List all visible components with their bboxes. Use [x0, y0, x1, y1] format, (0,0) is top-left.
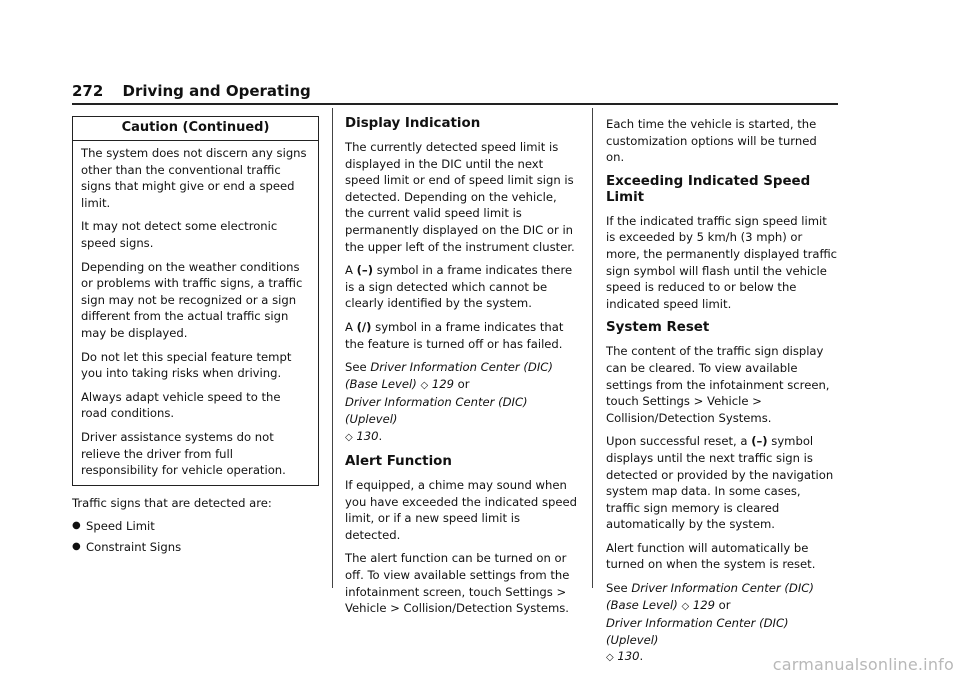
text: A — [345, 263, 357, 278]
dic-base-level-link[interactable]: Driver Information Center (DIC) (Base Level) — [345, 360, 553, 391]
caution-paragraph: Always adapt vehicle speed to the road conditions. — [81, 389, 281, 421]
alert-settings-paragraph: The alert function can be turned on or off. To view available settings from the infotainment screen, touch Settings > Vehicle > Collision/Detection Systems. — [345, 551, 570, 616]
dic-uplevel-link[interactable]: Driver Information Center (DIC) (Uplevel) — [345, 395, 528, 426]
page-link-130[interactable]: 130 — [356, 428, 379, 443]
dic-uplevel-link[interactable]: Driver Information Center (DIC) (Uplevel) — [606, 616, 789, 647]
column-1 — [72, 116, 319, 559]
caution-paragraph: It may not detect some electronic speed signs. — [81, 219, 278, 250]
list-item-text: Speed Limit — [86, 519, 155, 534]
column-3 — [606, 116, 838, 674]
caution-paragraph: The system does not discern any signs other than the conventional traffic signs that might give or end a speed limit. — [81, 146, 307, 210]
text: See — [606, 581, 632, 596]
list-item — [72, 518, 319, 535]
page-header — [72, 82, 838, 105]
caution-paragraph: Depending on the weather conditions or problems with traffic signs, a traffic sign may not be recognized or a sign different from the actual traffic sign may be displayed. — [81, 259, 303, 340]
text: symbol in a frame indicates there is a sign detected which cannot be clearly identified by the system. — [345, 263, 573, 311]
page-reference-arrow-icon: ◇ — [681, 600, 690, 612]
feature-off-paragraph — [345, 319, 577, 352]
heading-alert-function: Alert Function — [345, 454, 452, 470]
customization-paragraph: Each time the vehicle is started, the customization options will be turned on. — [606, 117, 817, 165]
see-reference-paragraph: See Driver Information Center (DIC) (Base Level) ◇ 129 or Driver Information Center (DIC) (Uplevel) ◇ 130. — [345, 360, 553, 443]
caution-box — [72, 116, 319, 486]
list-item-text: Constraint Signs — [86, 539, 182, 554]
page-reference-arrow-icon: ◇ — [345, 431, 353, 443]
heading-exceeding-speed-limit: Exceeding Indicated Speed Limit — [606, 173, 811, 205]
dash-symbol: (–) — [356, 263, 374, 278]
reset-alert-paragraph: Alert function will automatically be turned on when the system is reset. — [606, 540, 816, 572]
caution-paragraph: Do not let this special feature tempt you into taking risks when driving. — [81, 349, 292, 381]
column-divider — [592, 108, 593, 588]
column-divider — [332, 108, 333, 588]
caution-body — [73, 141, 318, 485]
caution-paragraph: Driver assistance systems do not relieve the driver from full responsibility for vehicle operation. — [81, 429, 286, 478]
text: symbol in a frame indicates that the feature is turned off or has failed. — [345, 319, 564, 351]
page-link-130[interactable]: 130 — [617, 649, 640, 664]
bullet-icon: ● — [72, 540, 81, 552]
page-link-129[interactable]: 129 — [692, 597, 715, 612]
page-link-129[interactable]: 129 — [431, 376, 454, 391]
watermark-text: carmanualsonline.info — [772, 655, 954, 674]
reset-symbol-paragraph — [606, 433, 838, 533]
reset-paragraph: The content of the traffic sign display can be cleared. To view available settings from the infotainment screen, touch Settings > Vehicle > Collision/Detection Systems. — [606, 344, 830, 425]
detected-signs-list — [72, 518, 319, 555]
detected-signs-intro: Traffic signs that are detected are: — [72, 495, 272, 510]
list-item — [72, 539, 319, 556]
column-2 — [345, 116, 577, 624]
heading-system-reset: System Reset — [606, 320, 710, 336]
bullet-icon: ● — [72, 520, 81, 532]
dash-symbol: (–) — [751, 434, 768, 449]
text: See — [345, 360, 371, 375]
display-paragraph: The currently detected speed limit is displayed in the DIC until the next speed limit or end of speed limit sign is detected. Depending on the vehicle, the current valid speed limit is permanently displayed on the DIC or in the upper left of the instrument cluster. — [345, 140, 575, 254]
text: or — [715, 597, 731, 612]
text: symbol displays until the next traffic sign is detected or provided by the navigation system map data. In some cases, traffic sign memory is cleared automatically by the system. — [606, 434, 834, 532]
caution-title: Caution (Continued) — [73, 117, 318, 141]
slash-symbol: (/) — [356, 319, 372, 334]
see-reference-paragraph: See Driver Information Center (DIC) (Base Level) ◇ 129 or Driver Information Center (DIC) (Uplevel) ◇ 130. — [606, 581, 814, 664]
dic-base-level-link[interactable]: Driver Information Center (DIC) (Base Level) — [606, 581, 814, 612]
page-number: 272 — [72, 82, 104, 100]
text: Upon successful reset, a — [606, 434, 752, 449]
alert-paragraph: If equipped, a chime may sound when you have exceeded the indicated speed limit, or if a new speed limit is detected. — [345, 478, 577, 542]
exceeding-paragraph: If the indicated traffic sign speed limit is exceeded by 5 km/h (3 mph) or more, the permanently displayed traffic sign symbol will flash until the vehicle speed is reduced to or below the indicated speed limit. — [606, 213, 838, 311]
section-title: Driving and Operating — [122, 82, 311, 100]
page-reference-arrow-icon: ◇ — [606, 652, 614, 664]
page-reference-arrow-icon: ◇ — [420, 379, 429, 391]
text: A — [345, 319, 357, 334]
unidentified-sign-paragraph — [345, 262, 577, 312]
text: or — [454, 376, 470, 391]
heading-display-indication: Display Indication — [345, 116, 481, 131]
